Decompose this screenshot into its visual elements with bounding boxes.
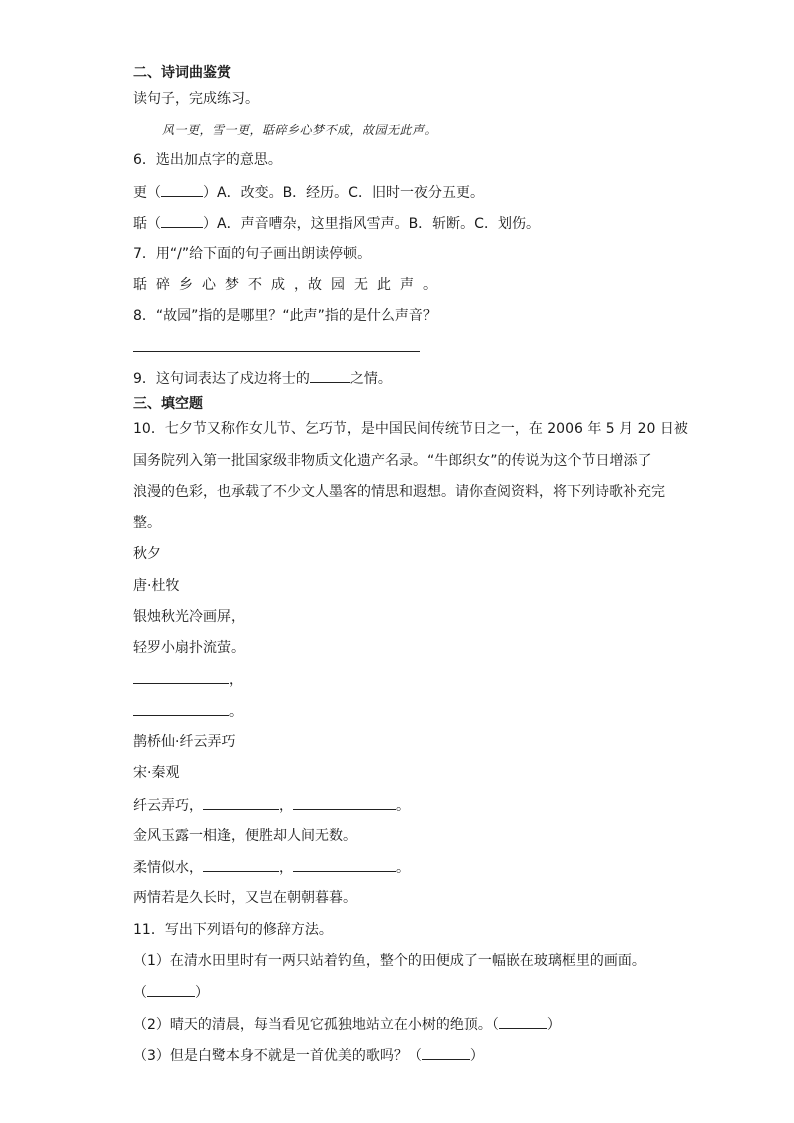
poem2-line-4: 两情若是久长时，又岂在朝朝暮暮。 bbox=[133, 890, 357, 906]
poem2-blank-1[interactable] bbox=[203, 796, 279, 810]
poem2-line-3-comma: ， bbox=[279, 860, 293, 876]
poem1-line-1: 银烛秋光冷画屏， bbox=[133, 609, 245, 625]
poem1-blank-3-field[interactable] bbox=[133, 670, 229, 684]
poem2-blank-4[interactable] bbox=[293, 858, 396, 872]
q10-line-2: 国务院列入第一批国家级非物质文化遗产名录。“牛郎织女”的传说为这个节日增添了 bbox=[133, 453, 652, 469]
question-9 bbox=[133, 369, 392, 388]
q11-2-blank[interactable] bbox=[499, 1015, 547, 1029]
poem2-line-3 bbox=[133, 858, 410, 877]
q7-text-b: 故园无此声。 bbox=[308, 277, 446, 293]
question-7-text bbox=[133, 276, 446, 294]
poem2-line-2: 金风玉露一相逢，便胜却人间无数。 bbox=[133, 828, 357, 844]
poem2-blank-2[interactable] bbox=[293, 796, 396, 810]
question-8: 8．“故园”指的是哪里？“此声”指的是什么声音？ bbox=[133, 308, 437, 324]
poem1-line-2: 轻罗小扇扑流萤。 bbox=[133, 640, 245, 656]
q11-item-3 bbox=[133, 1046, 484, 1065]
q11-item-1-answer bbox=[133, 983, 209, 1002]
poem2-line-3-period: 。 bbox=[396, 860, 410, 876]
q6a-prefix: 更（ bbox=[133, 185, 161, 201]
question-6: 6．选出加点字的意思。 bbox=[133, 152, 282, 168]
poem2-line-1-start: 纤云弄巧， bbox=[133, 798, 203, 814]
q6a-options: ）A．改变。B．经历。C．旧时一夜分五更。 bbox=[203, 185, 484, 201]
poem2-blank-3[interactable] bbox=[203, 858, 279, 872]
poem2-line-1-period: 。 bbox=[396, 798, 410, 814]
q6b-prefix: 聒（ bbox=[133, 216, 161, 232]
poem1-blank-4-period: 。 bbox=[229, 704, 243, 720]
poem2-title: 鹊桥仙·纤云弄巧 bbox=[133, 734, 236, 750]
q8-answer-line[interactable] bbox=[133, 351, 420, 352]
q11-item-1: （1）在清水田里时有一两只站着钓鱼，整个的田便成了一幅嵌在玻璃框里的画面。 bbox=[133, 953, 646, 969]
poem1-blank-3 bbox=[133, 670, 243, 689]
question-11: 11．写出下列语句的修辞方法。 bbox=[133, 922, 333, 938]
poem2-line-3-start: 柔情似水， bbox=[133, 860, 203, 876]
poem2-line-1-comma: ， bbox=[279, 798, 293, 814]
poem2-author: 宋·秦观 bbox=[133, 765, 180, 781]
q6b-blank[interactable] bbox=[161, 214, 203, 228]
question-7: 7．用“/”给下面的句子画出朗读停顿。 bbox=[133, 246, 372, 262]
q7-text-a: 聒碎乡心梦不成 bbox=[133, 277, 294, 293]
q11-2-text: （2）晴天的清晨，每当看见它孤独地站立在小树的绝顶。（ bbox=[133, 1017, 499, 1033]
question-6a bbox=[133, 183, 484, 202]
q11-1-close: ） bbox=[195, 985, 209, 1001]
question-6b bbox=[133, 214, 540, 233]
poem1-blank-4 bbox=[133, 702, 243, 721]
poem2-line-1 bbox=[133, 796, 410, 815]
q10-line-4: 整。 bbox=[133, 515, 161, 531]
instruction: 读句子，完成练习。 bbox=[133, 91, 259, 107]
q11-3-text: （3）但是白鹭本身不就是一首优美的歌吗？（ bbox=[133, 1048, 422, 1064]
poem1-title: 秋夕 bbox=[133, 546, 161, 562]
q6b-options: ）A．声音嘈杂，这里指风雪声。B．斩断。C．划伤。 bbox=[203, 216, 540, 232]
q9-suffix: 之情。 bbox=[349, 371, 392, 387]
q9-blank[interactable] bbox=[310, 369, 350, 383]
q11-3-blank[interactable] bbox=[422, 1046, 470, 1060]
q10-line-1: 10．七夕节又称作女儿节、乞巧节，是中国民间传统节日之一，在 2006 年 5 月 20 日被 bbox=[133, 421, 688, 437]
section-title-poetry: 二、诗词曲鉴赏 bbox=[133, 65, 231, 81]
q10-line-3: 浪漫的色彩，也承载了不少文人墨客的情思和遐想。请你查阅资料，将下列诗歌补充完 bbox=[133, 484, 665, 500]
q11-2-close: ） bbox=[546, 1017, 561, 1033]
q11-3-close: ） bbox=[469, 1048, 484, 1064]
poem1-blank-4-field[interactable] bbox=[133, 702, 229, 716]
q9-prefix: 9．这句词表达了戍边将士的 bbox=[133, 371, 310, 387]
poem1-author: 唐·杜牧 bbox=[133, 578, 180, 594]
q11-1-blank[interactable] bbox=[147, 983, 195, 997]
section-title-fill: 三、填空题 bbox=[133, 396, 203, 412]
q11-1-open: （ bbox=[133, 985, 147, 1001]
q6a-blank[interactable] bbox=[161, 183, 203, 197]
poem1-blank-3-comma: ， bbox=[229, 672, 243, 688]
q7-comma: ， bbox=[294, 277, 308, 293]
q11-item-2 bbox=[133, 1015, 561, 1034]
poem-excerpt: 风一更，雪一更，聒碎乡心梦不成，故园无此声。 bbox=[162, 123, 438, 137]
